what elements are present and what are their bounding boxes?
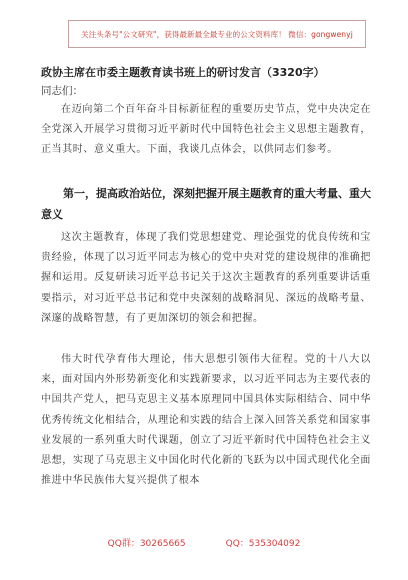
footer-qq-group: QQ群：30265665 — [107, 539, 186, 549]
paragraph-body-1: 这次主题教育，体现了我们党思想建党、理论强党的优良传统和宝贵经验，体现了以习近平同志为核心的党中央对党的建设规律的准确把握和运用。反复研读习近平总书记关于这次主题教育的系列重要讲话重要指示，对习近平总书记和党中央深刻的战略洞见、深远的战略考量、深邃的战略智慧，有了更加深切的领会和把握。 — [41, 232, 371, 324]
footer-qq: QQ：535304092 — [225, 539, 301, 549]
footer-contacts — [0, 536, 408, 556]
paragraph-body-2: 伟大时代孕育伟大理论，伟大思想引领伟大征程。党的十八大以来，面对国内外形势新变化和实践新要求，以习近平同志为主要代表的中国共产党人，把马克思主义基本原理同中国具体实际相结合、同中华优秀传统文化相结合，从理论和实践的结合上深入回答关系党和国家事业发展的一系列重大时代课题，创立了习近平新时代中国特色社会主义思想，实现了马克思主义中国化时代化新的飞跃为以中国式现代化全面推进中华民族伟大复兴提供了根本 — [41, 354, 371, 487]
document-title: 政协主席在市委主题教育读书班上的研讨发言（3320字） — [41, 66, 325, 79]
paragraph-intro: 在迈向第二个百年奋斗目标新征程的重要历史节点，党中央决定在全党深入开展学习贯彻习近平新时代中国特色社会主义思想主题教育，正当其时、意义重大。下面，我谈几点体会，以供同志们参考。 — [41, 104, 371, 156]
section-heading-1: 第一，提高政治站位，深刻把握开展主题教育的重大考量、重大意义 — [41, 187, 371, 221]
promo-banner: 关注头条号"公文研究"，获得最新最全最专业的公文资料库！ 微信：gongwenyj — [68, 20, 366, 48]
salutation: 同志们： — [41, 85, 83, 97]
